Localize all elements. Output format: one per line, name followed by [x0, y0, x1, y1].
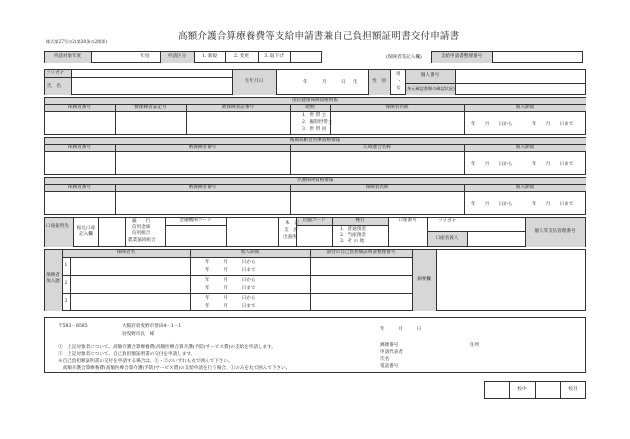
sex-male[interactable]: 男	[396, 72, 401, 77]
postal-code: 〒583－8585	[58, 324, 88, 329]
bank-kind-shinkin[interactable]: 信用金庫	[132, 225, 151, 230]
elderly-title: 後期高齢者医療資格情報	[289, 137, 341, 143]
option-withdraw[interactable]: 3. 取下げ	[264, 54, 284, 60]
label-address: 住所	[470, 343, 480, 348]
history-col-period: 加入期間	[240, 250, 260, 256]
history-col-cert: 添付の自己負担額証明書整理番号	[326, 250, 396, 256]
bank-code-label: 金融機関コード	[179, 218, 212, 224]
option-change[interactable]: 2. 変更	[233, 54, 250, 60]
type-ordinary[interactable]: 1．普通預金	[340, 227, 366, 232]
national-period-from: 年 月 日から	[471, 122, 513, 127]
elderly-col-insured-number: 被保険者番号	[188, 144, 217, 150]
history-row-3-from: 年 月 日から	[205, 296, 256, 301]
personal-number-label: 個人番号	[420, 73, 440, 79]
sex-label: 性 別	[372, 79, 386, 85]
history-label: 保険者加入歴	[46, 273, 60, 284]
national-col-insurer-number: 保険者番号	[68, 104, 91, 110]
national-title: 国民健康保険資格情報	[292, 97, 338, 103]
national-col-period: 加入期間	[515, 104, 535, 110]
birth-label: 生年月日	[244, 79, 264, 85]
history-row-1-from: 年 月 日から	[205, 260, 256, 265]
year-unit: 年度	[140, 54, 150, 60]
care-col-insured-number: 被保険者番号	[188, 184, 217, 190]
relation-deemed-head[interactable]: 2．擬制世帯主	[302, 120, 333, 125]
branch-office[interactable]: 出張所	[283, 235, 297, 240]
office-address: 大阪府羽曳野市誉田4－1－1	[122, 324, 182, 329]
year-label: 申請対象年度	[53, 54, 82, 60]
type-current[interactable]: 2．当座預金	[340, 233, 366, 238]
bank-kind-bank[interactable]: 銀 行	[132, 219, 151, 224]
care-col-insurer-number: 保険者番号	[68, 184, 91, 190]
history-row-1-to: 年 月 日まで	[205, 268, 256, 273]
relation-head[interactable]: 1．世 帯 主	[302, 113, 327, 118]
mayor-address: 羽曳野市長 様	[122, 332, 155, 337]
history-row-2-to: 年 月 日まで	[205, 286, 256, 291]
elderly-col-period: 加入期間	[515, 144, 535, 150]
name-label: 氏 名	[47, 84, 61, 89]
holder-furigana-label: フリガナ	[438, 219, 457, 224]
sex-dot: ・	[397, 79, 402, 84]
application-date: 年 月 日	[380, 327, 422, 332]
option-new[interactable]: 1. 新規	[201, 54, 218, 60]
label-postal: 郵便番号	[380, 343, 399, 348]
holder-label: 口座名義人	[435, 236, 459, 242]
birth-month: 月	[322, 80, 327, 85]
birth-day: 日	[341, 80, 346, 85]
history-section	[44, 249, 586, 311]
bank-label: 口座振替先	[46, 224, 69, 229]
applicant-block	[44, 69, 586, 95]
birth-year: 年	[303, 80, 308, 85]
bank-receipt-label: 振込口座記入欄	[76, 226, 96, 237]
elderly-col-insurer-number: 保険者番号	[68, 144, 91, 150]
elderly-col-union-name: 広域連合名称	[363, 144, 391, 150]
history-row-2-from: 年 月 日から	[205, 278, 256, 283]
insurer-label: (保険者等記入欄)	[386, 55, 422, 60]
national-col-card-symbol: 被保険者証記号	[134, 104, 167, 110]
account-number-label: 口座番号	[398, 218, 417, 224]
birth-suffix: 生	[353, 80, 358, 85]
check-middle-label: 校中	[517, 387, 527, 393]
history-row-2-number: 2	[64, 281, 68, 287]
branch-code-label: 店舗コード	[302, 218, 326, 224]
care-period-from: 年 月 日から	[471, 202, 513, 207]
form-number: 様式第27号の2(第38条の2関係)	[46, 39, 108, 44]
national-period-to: 年 月 日まで	[532, 122, 574, 127]
national-col-insurer-name: 保険者名称	[385, 104, 409, 110]
check-final-label: 校目	[568, 387, 578, 393]
elderly-period-to: 年 月 日まで	[532, 162, 574, 167]
care-period-to: 年 月 日まで	[532, 202, 574, 207]
care-col-insurer-name: 保険者名称	[365, 184, 389, 190]
care-col-period: 加入期間	[515, 184, 535, 190]
label-representative: 申請代表者	[380, 350, 403, 355]
statement-1: ① 上記対象者について、高額介護合算療養費(高額医療合算介護(予防)サービス費)の支給を申請します。	[58, 345, 276, 350]
id-note: (身元確認書類の確認状況)	[405, 85, 455, 91]
bank-kind-kumiai[interactable]: 信用組合	[132, 231, 151, 236]
national-col-relation: 続柄	[305, 104, 315, 110]
insurer-field-label: 支給申請書整理番号	[440, 54, 483, 60]
care-title: 介護保険資格情報	[296, 177, 334, 183]
relation-member[interactable]: 3．世 帯 員	[302, 127, 327, 132]
bank-kind-nokyo[interactable]: 農業協同組合	[128, 238, 156, 243]
elderly-period-from: 年 月 日から	[471, 162, 513, 167]
statement-note-2: 高額介護合算療養費(高額医療合算介護(予防)サービス費)の支給申請を行う場合、①のみを丸で囲んで下さい。	[58, 366, 291, 371]
sex-female[interactable]: 女	[396, 86, 401, 91]
label-name: 氏名	[380, 357, 390, 362]
history-row-3-to: 年 月 日まで	[205, 304, 256, 309]
statement-2: ② 上記対象者について、自己負担額証明書の交付を申請します。	[58, 352, 196, 357]
history-col-name: 保険者名	[116, 250, 136, 256]
type-other[interactable]: 3．そ の 他	[340, 239, 365, 244]
account-type-label: 種目	[355, 218, 365, 224]
national-col-card-number: 被保険者証番号	[221, 104, 255, 110]
memo-label: 摘要欄	[417, 277, 431, 283]
label-phone: 電話番号	[380, 364, 399, 369]
page-title: 高額介護合算療養費等支給申請書兼自己負担額証明書交付申請書	[178, 31, 460, 42]
furigana-label: フリガナ	[46, 71, 65, 76]
history-row-3-number: 3	[64, 299, 68, 305]
category-label: 申請区分	[167, 54, 187, 60]
payment-id-label: 個人等支払管理番号	[534, 229, 576, 235]
statement-note-1: ※自己負担額証明書の交付を申請する場合は、①・②のいずれも丸で囲んで下さい。	[58, 359, 233, 364]
history-row-1-number: 1	[64, 263, 68, 269]
branch-main[interactable]: 本 店	[285, 221, 299, 226]
branch-branch[interactable]: 支 店	[284, 228, 298, 233]
